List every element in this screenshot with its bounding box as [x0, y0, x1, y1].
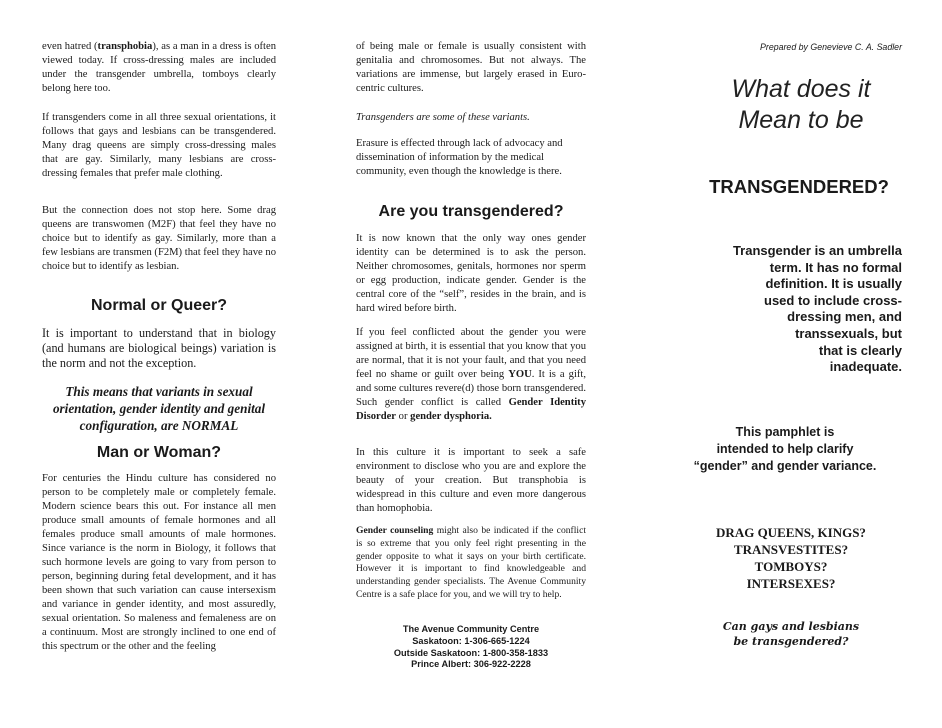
pamphlet-purpose: [674, 424, 896, 475]
heading-normal-or-queer: Normal or Queer?: [90, 297, 228, 314]
text-span: ), as a man in a dress is often viewed today. If cross-dressing males are included under the transgender umbrella, tomboys clearly belong here too.: [42, 41, 276, 94]
cover-title: [690, 74, 912, 136]
paragraph-hatred: [42, 40, 276, 96]
you-emphasis: YOU: [508, 369, 532, 380]
dysphoria-term: gender dysphoria.: [410, 411, 492, 422]
paragraph-conflicted: [356, 326, 586, 424]
counseling-term: Gender counseling: [356, 525, 434, 536]
question-line: TRANSVESTITES?: [733, 542, 849, 557]
umbrella-line: used to include cross-: [764, 292, 902, 308]
contact-outside: Outside Saskatoon: 1-800-358-1833: [393, 647, 549, 658]
gays-lesbians-question: [680, 619, 902, 649]
umbrella-line: Transgender is an umbrella: [732, 243, 902, 258]
umbrella-line: definition. It is usually: [765, 276, 902, 292]
text-span: might also be indicated if the conflict is so extreme that you only feel right presenting in the gender opposite to what it says on your birth certificate. However it is important to find knowledgeable and understanding gender specialists. The Avenue Community Centre is a safe place for you, and we will try to help.: [356, 525, 586, 600]
umbrella-line: dressing men, and: [787, 309, 902, 325]
paragraph-gender-identity: It is now known that the only way ones gender identity can be determined is to ask the person. Neither chromosomes, genitals, hormones nor sperm or egg production, indicate gender. Gender is the central core of the “self”, resides in the brain, and is hard wired before birth.: [356, 233, 586, 314]
text-span: If you feel conflicted about the gender you were assigned at birth, it is essential that you know that you are normal, that it is not your fault, and that you need feel no shame or guilt over being: [356, 327, 586, 380]
title-line: What does it: [731, 75, 871, 103]
text-span: . It is a gift, and some cultures revere(d) those born transgendered. Such gender conflict is called: [356, 369, 587, 408]
question-line: INTERSEXES?: [746, 576, 836, 591]
pamphlet-line: “gender” and gender variance.: [693, 459, 877, 473]
gays-line: Can gays and lesbians: [722, 620, 860, 633]
pamphlet-line: This pamphlet is: [735, 425, 835, 439]
paragraph-hindu: For centuries the Hindu culture has considered no person to be completely male or completely female. Modern science bears this out. For instance all men produce small amounts of female hormones and all females produce small amounts of male hormones. Since variance is the norm in Biology, it follows that such hormone levels are going to vary from person to person, beginning during fetal development, and it has been shown that such variation can cause intersexism and variance in gender identity, and most assuredly, sexual orientation. So maleness and femaleness are on a continuum. Most are strongly inclined to one end of this spectrum or the other and the feeling: [42, 473, 276, 652]
contact-prince-albert: Prince Albert: 306-922-2228: [411, 659, 531, 670]
umbrella-line: term. It has no formal: [769, 259, 902, 275]
gays-line: be transgendered?: [733, 635, 849, 648]
callout-normal: This means that variants in sexual orientation, gender identity and genital configuration, are NORMAL: [52, 384, 266, 433]
question-line: DRAG QUEENS, KINGS?: [716, 525, 866, 540]
transphobia-term: transphobia: [97, 41, 153, 52]
heading-man-or-woman: Man or Woman?: [96, 444, 222, 461]
paragraph-orientations: If transgenders come in all three sexual orientations, it follows that gays and lesbians can be transgendered. Many drag queens are simply cross-dressing males that are gay. Similarly, many lesbians are cross-dressing females that prefer male clothing.: [42, 112, 276, 179]
contact-org: The Avenue Community Centre: [402, 624, 540, 634]
paragraph-connection: But the connection does not stop here. Some drag queens are transwomen (M2F) that feel they have no choice but to identify as gay. Similarly, more than a few lesbians are transmen (F2M) that feel they have no choice but to identify as lesbian.: [42, 205, 276, 272]
paragraph-consistent: of being male or female is usually consistent with genitalia and chromosomes. But not always. The variations are immense, but largely erased in Euro-centric cultures.: [356, 41, 586, 94]
author-credit: Prepared by Genevieve C. A. Sadler: [760, 42, 902, 52]
gid-term: Gender Identity Disorder: [356, 397, 586, 422]
contact-saskatoon: Saskatoon: 1-306-665-1224: [412, 635, 530, 646]
text-span: even hatred (: [42, 41, 98, 52]
contact-block: [356, 624, 586, 671]
paragraph-biology: It is important to understand that in biology (and humans are biological beings) variation is the norm and not the exception.: [42, 326, 276, 370]
title-line: Mean to be: [738, 106, 864, 134]
paragraph-variants: Transgenders are some of these variants.: [356, 112, 530, 123]
heading-are-you-transgendered: Are you transgendered?: [378, 203, 564, 220]
question-line: TOMBOYS?: [754, 559, 828, 574]
paragraph-safe-environment: In this culture it is important to seek a safe environment to disclose who you are and explore the beauty of your creation. But transphobia is widespread in this culture and even more dangerous than homophobia.: [356, 447, 586, 514]
paragraph-counseling: [356, 525, 586, 602]
questions-list: [680, 524, 902, 592]
umbrella-line: transsexuals, but: [795, 325, 902, 341]
umbrella-line: inadequate.: [829, 359, 902, 375]
text-span: or: [396, 411, 411, 422]
paragraph-erasure: Erasure is effected through lack of advocacy and dissemination of information by the medical community, even though the knowledge is there.: [356, 138, 563, 177]
cover-transgendered: TRANSGENDERED?: [709, 176, 889, 197]
umbrella-line: that is clearly: [818, 342, 902, 358]
pamphlet-line: intended to help clarify: [716, 442, 854, 456]
umbrella-definition: [680, 243, 902, 376]
